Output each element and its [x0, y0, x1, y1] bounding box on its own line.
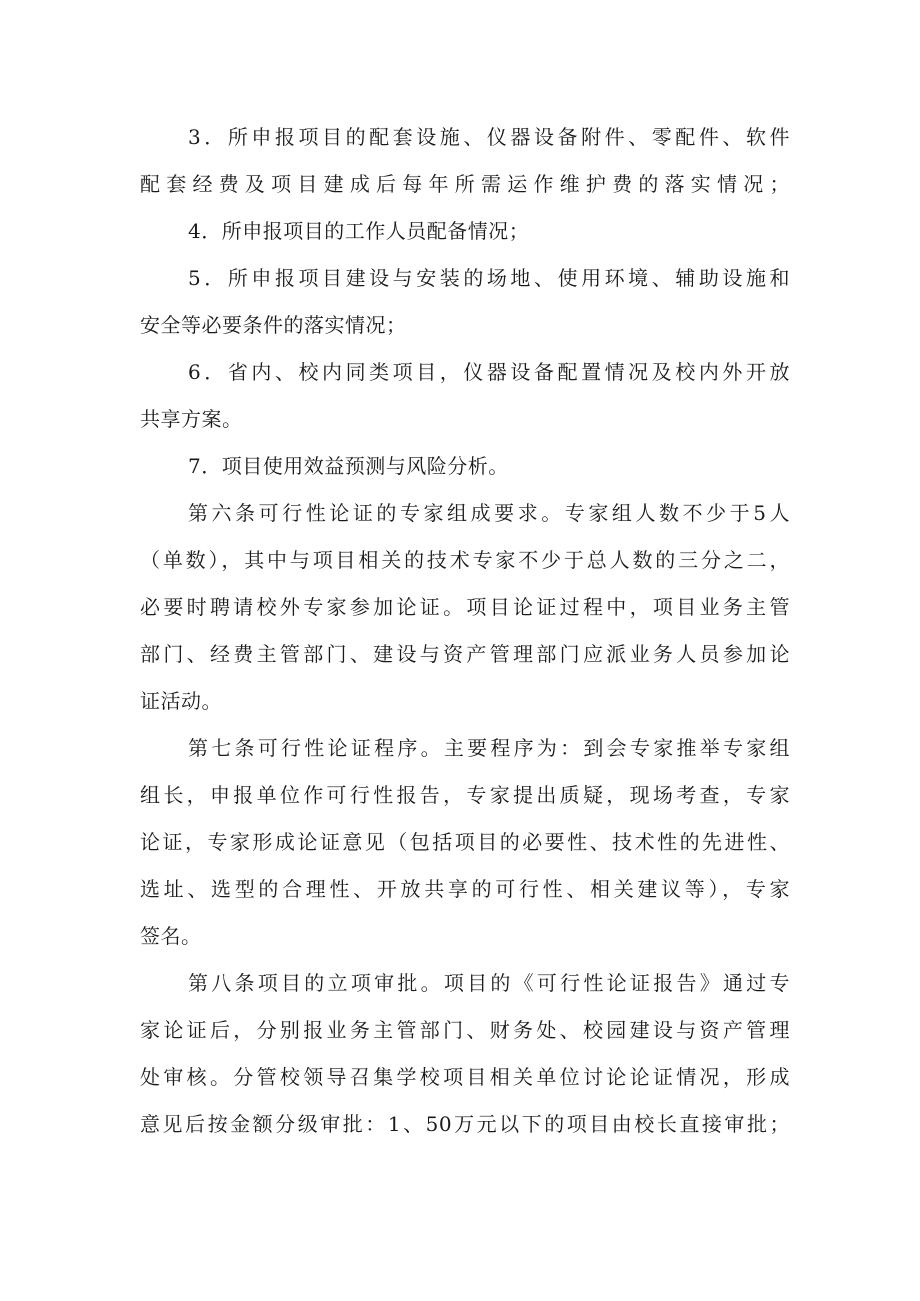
paragraph-line: 组长，申报单位作可行性报告，专家提出质疑，现场考查，专家 [140, 783, 790, 807]
paragraph-line: 家论证后，分别报业务主管部门、财务处、校园建设与资产管理 [140, 1018, 790, 1042]
paragraph-line: 必要时聘请校外专家参加论证。项目论证过程中，项目业务主管 [140, 595, 790, 619]
paragraph-line: 证活动。 [140, 689, 222, 713]
paragraph-line: 选址、选型的合理性、开放共享的可行性、相关建议等），专家 [140, 877, 790, 901]
paragraph-line: 7．项目使用效益预测与风险分析。 [188, 454, 509, 478]
paragraph-line: 第七条可行性论证程序。主要程序为：到会专家推举专家组 [188, 736, 790, 760]
paragraph-line: 论证，专家形成论证意见（包括项目的必要性、技术性的先进性、 [140, 830, 790, 854]
paragraph-line: 第八条项目的立项审批。项目的《可行性论证报告》通过专 [188, 971, 790, 995]
paragraph-line: 6．省内、校内同类项目，仪器设备配置情况及校内外开放 [188, 360, 790, 384]
paragraph-line: 4．所申报项目的工作人员配备情况； [188, 219, 530, 243]
paragraph-line: 共享方案。 [140, 407, 243, 431]
paragraph-line: 部门、经费主管部门、建设与资产管理部门应派业务人员参加论 [140, 642, 790, 666]
paragraph-line: （单数），其中与项目相关的技术专家不少于总人数的三分之二， [140, 548, 790, 572]
paragraph-line: 第六条可行性论证的专家组成要求。专家组人数不少于5人 [188, 501, 790, 525]
paragraph-line: 处审核。分管校领导召集学校项目相关单位讨论论证情况，形成 [140, 1065, 790, 1089]
paragraph-line: 签名。 [140, 924, 202, 948]
document-body [140, 114, 790, 1148]
paragraph-line: 意见后按金额分级审批：1、50万元以下的项目由校长直接审批； [140, 1112, 790, 1136]
paragraph-line: 3．所申报项目的配套设施、仪器设备附件、零配件、软件 [188, 125, 790, 149]
paragraph-line: 5．所申报项目建设与安装的场地、使用环境、辅助设施和 [188, 266, 790, 290]
paragraph-line: 安全等必要条件的落实情况； [140, 313, 407, 337]
paragraph-line: 配套经费及项目建成后每年所需运作维护费的落实情况； [140, 172, 790, 196]
